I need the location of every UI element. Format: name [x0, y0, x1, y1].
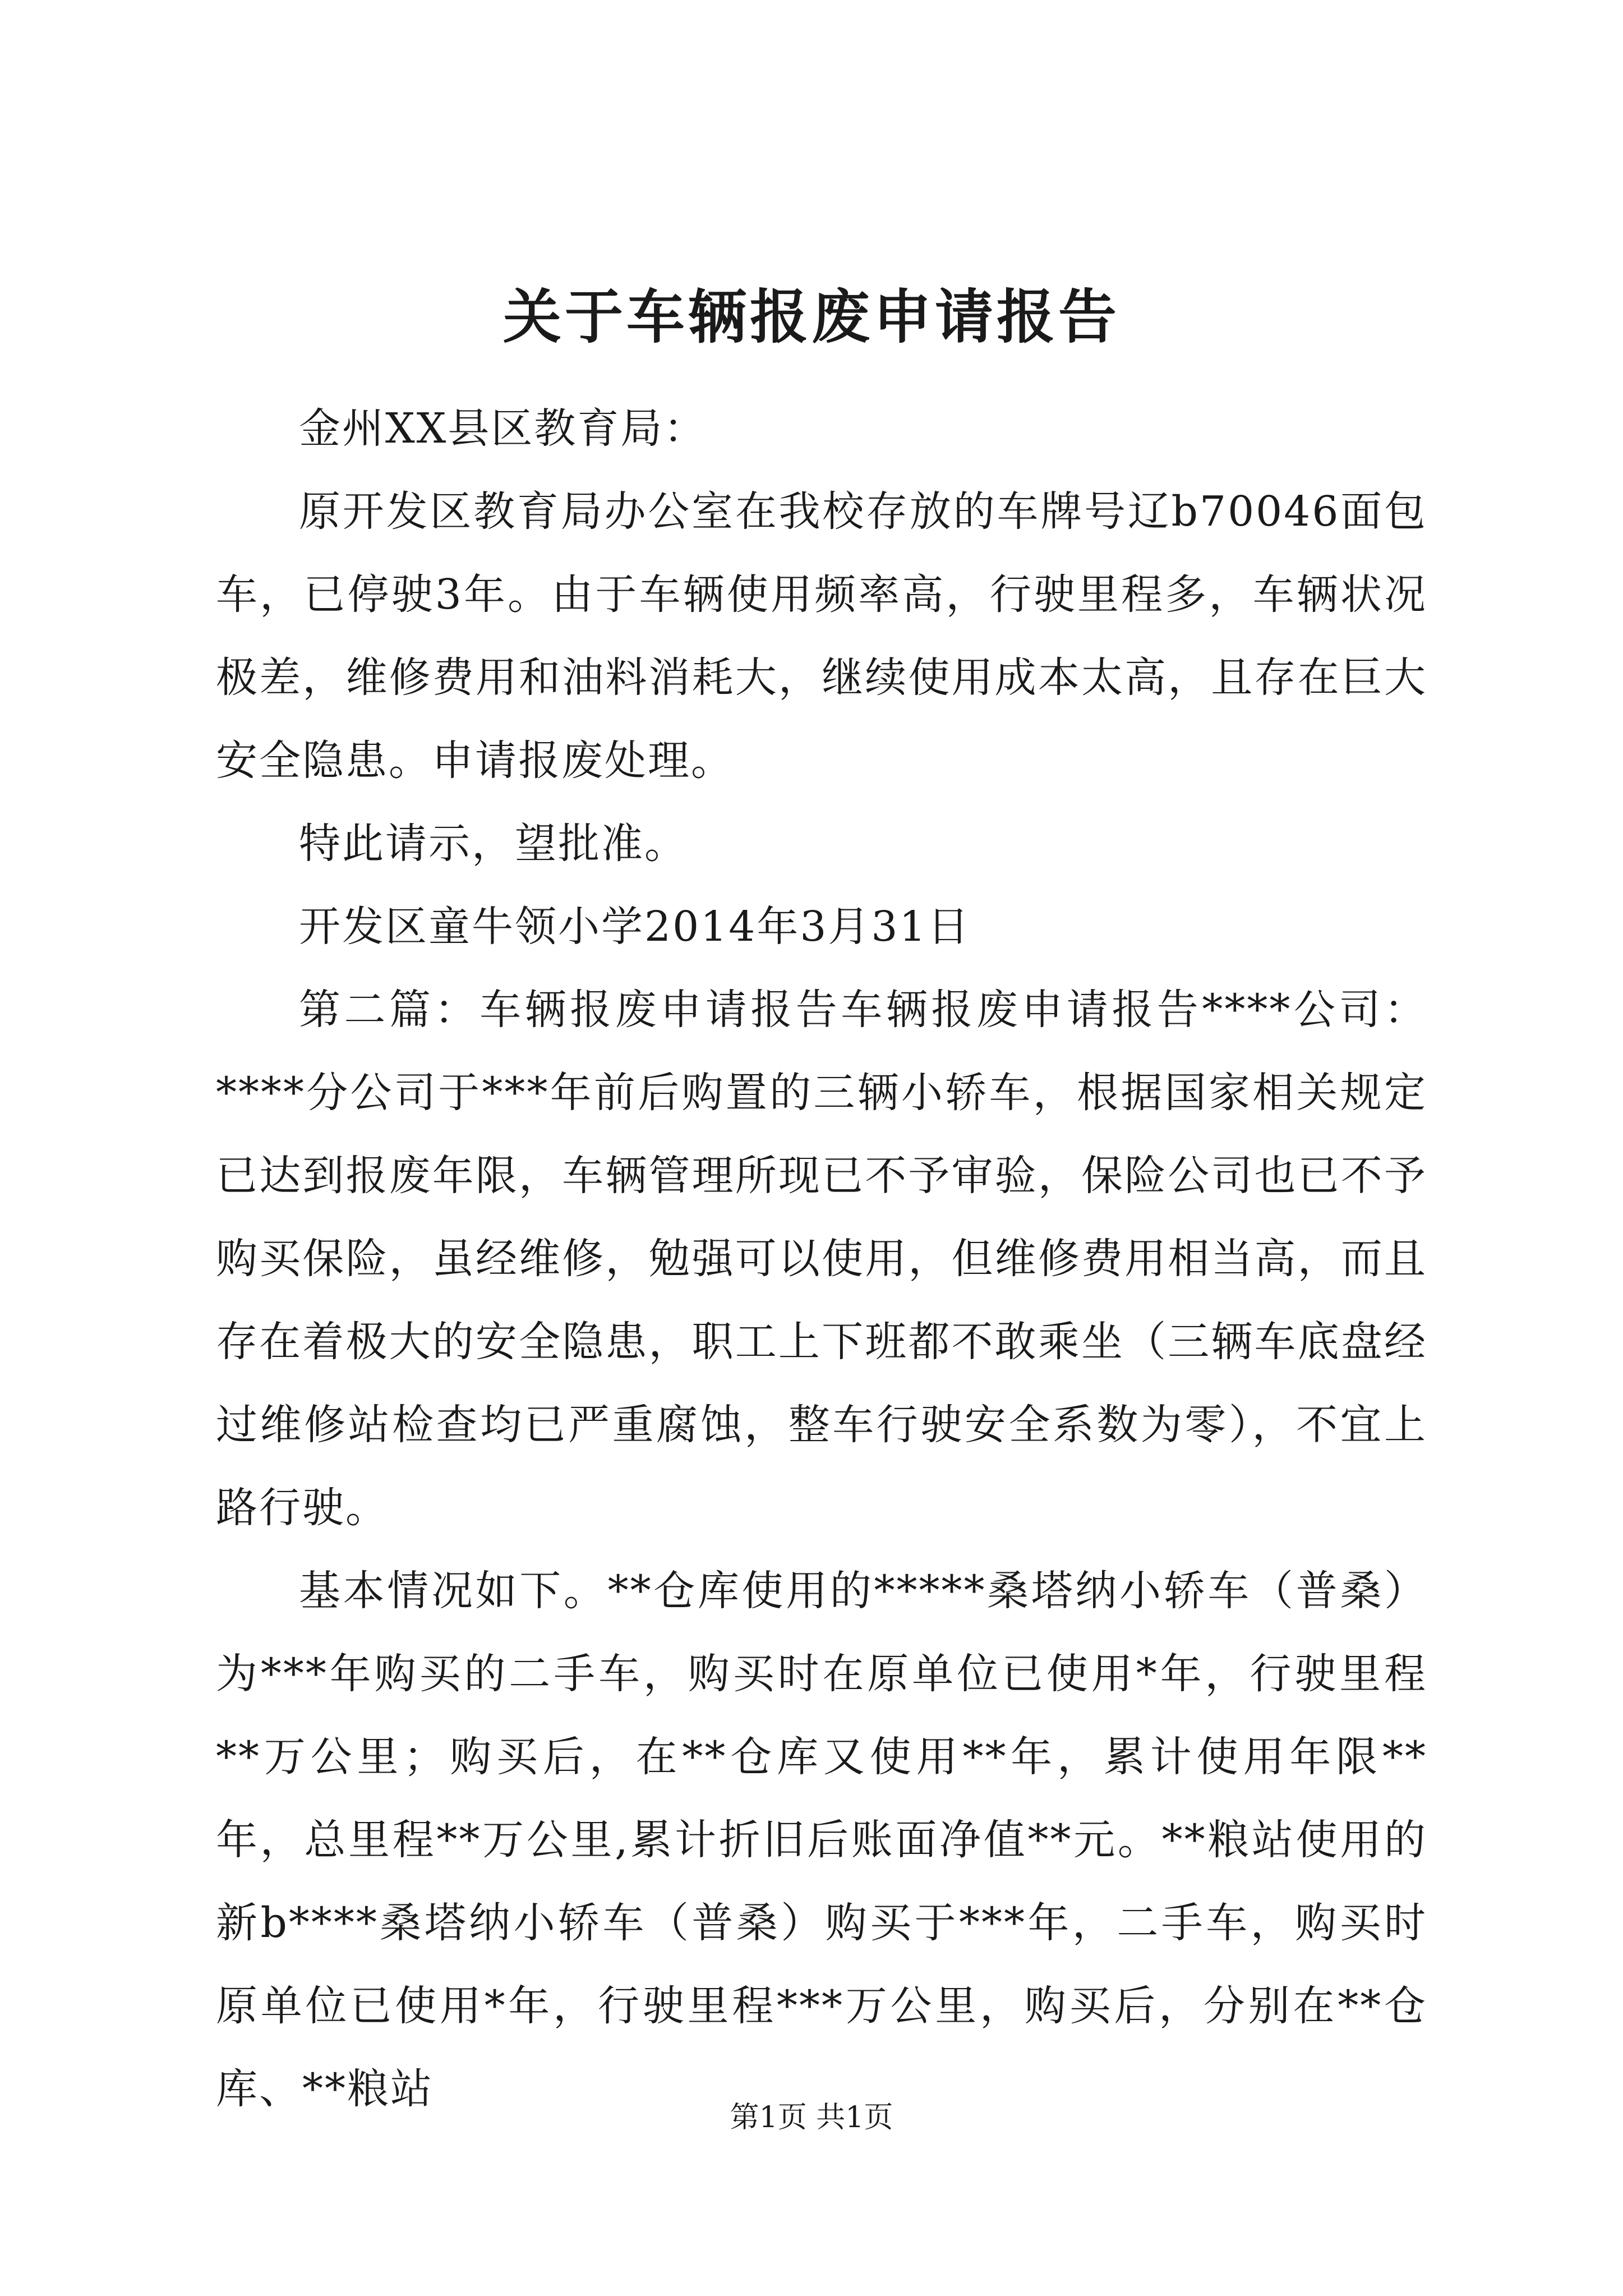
- page-footer: 第1页 共1页: [730, 2101, 893, 2134]
- document-body: [216, 387, 1427, 2131]
- paragraph-closing: 特此请示，望批准。: [299, 820, 688, 868]
- paragraph-addressee: 金州XX县区教育局：: [299, 404, 707, 453]
- paragraph-second-article: 第二篇：车辆报废申请报告车辆报废申请报告****公司：****分公司于***年前后购置的三辆小轿车，根据国家相关规定已达到报废年限，车辆管理所现已不予审验，保险公司也已不予购买保险，虽经维修，勉强可以使用，但维修费用相当高，而且存在着极大的安全隐患，职工上下班都不敢乘坐（三辆车底盘经过维修站检查均已严重腐蚀，整车行驶安全系数为零），不宜上路行驶。: [216, 986, 1427, 1532]
- paragraph-basic-info: 基本情况如下。**仓库使用的*****桑塔纳小轿车（普桑）为***年购买的二手车，购买时在原单位已使用*年，行驶里程**万公里；购买后，在**仓库又使用**年，累计使用年限**年，总里程**万公里,累计折旧后账面净值**元。**粮站使用的新b****桑塔纳小轿车（普桑）购买于***年，二手车，购买时原单位已使用*年，行驶里程***万公里，购买后，分别在**仓库、**粮站: [216, 1567, 1427, 2113]
- document-title: 关于车辆报废申请报告: [502, 282, 1120, 351]
- paragraph-signature-date: 开发区童牛领小学2014年3月31日: [299, 903, 971, 951]
- paragraph-request: 原开发区教育局办公室在我校存放的车牌号辽b70046面包车，已停驶3年。由于车辆使用频率高，行驶里程多，车辆状况极差，维修费用和油料消耗大，继续使用成本太高，且存在巨大安全隐患。申请报废处理。: [216, 487, 1427, 785]
